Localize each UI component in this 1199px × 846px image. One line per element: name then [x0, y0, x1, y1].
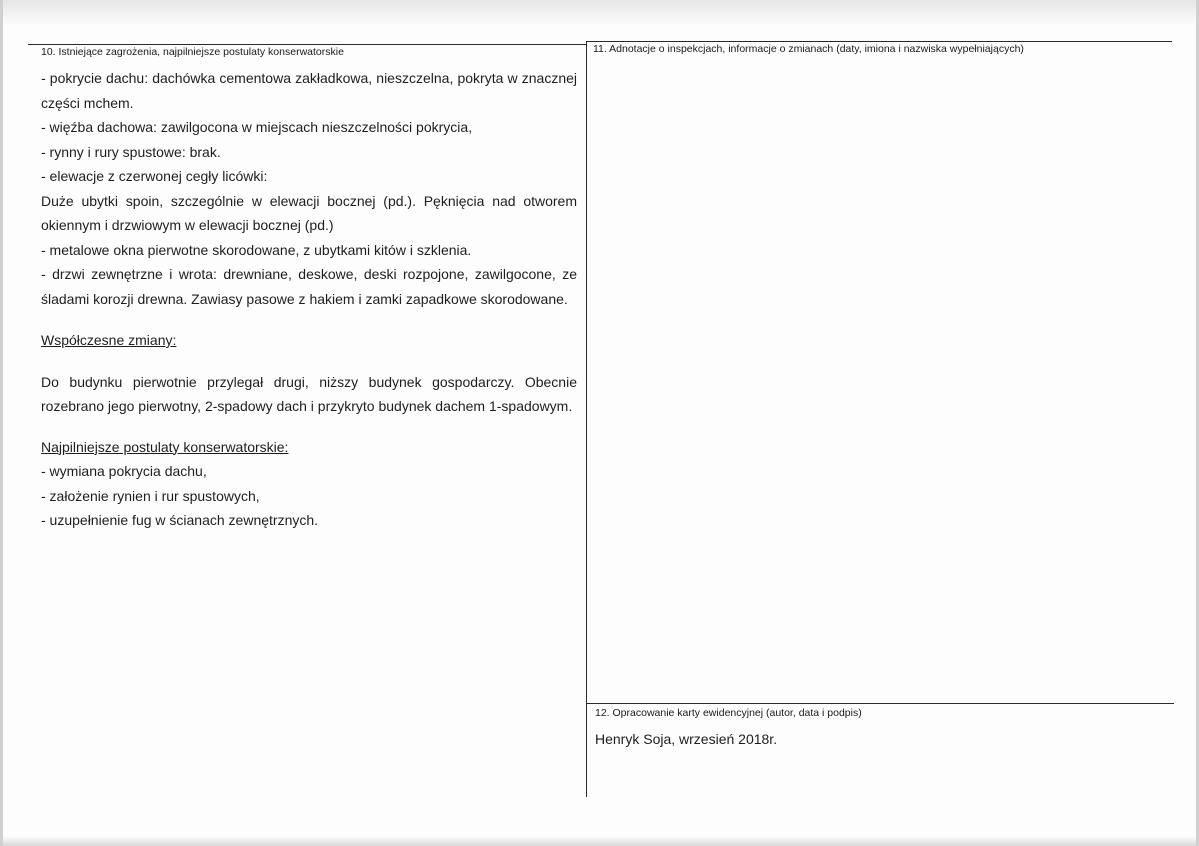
section12-label: 12. Opracowanie karty ewidencyjnej (autor, data i podpis) — [595, 707, 862, 719]
postulate-item: - uzupełnienie fug w ścianach zewnętrznych. — [41, 512, 319, 528]
changes-text: Do budynku pierwotnie przylegał drugi, niższy budynek gospodarczy. Obecnie rozebrano jego pierwotny, 2-spadowy dach i przykryto budynek dachem 1-spadowym. — [41, 373, 577, 414]
threat-metal-windows: - metalowe okna pierwotne skorodowane, z ubytkami kitów i szklenia. — [41, 241, 472, 258]
scan-edge-bottom — [0, 836, 1199, 846]
scan-edge-top — [0, 0, 1199, 26]
author-date-value: Henryk Soja, wrzesień 2018r. — [595, 731, 778, 747]
section12-top-rule — [586, 703, 1174, 704]
threat-doors-gates: - drzwi zewnętrzne i wrota: drewniane, deskowe, deski rozpojone, zawilgocone, ze śladami korozji drewna. Zawiasy pasowe z hakiem i zamki zapadkowe skorodowane. — [41, 266, 577, 307]
threat-joint-losses: Duże ubytki spoin, szczególnie w elewacji bocznej (pd.). Pęknięcia nad otworem okiennym i drzwiowym w elewacji bocznej (pd.) — [41, 192, 577, 233]
scan-edge-left — [0, 0, 3, 846]
changes-heading: Współczesne zmiany: — [41, 332, 177, 348]
threat-roof-truss: - więźba dachowa: zawilgocona w miejscach nieszczelności pokrycia, — [41, 119, 473, 135]
postulate-item: - założenie rynien i rur spustowych, — [41, 487, 260, 504]
section11-label: 11. Adnotacje o inspekcjach, informacje o zmianach (daty, imiona i nazwiska wypełniających) — [593, 43, 1024, 55]
postulates-heading: Najpilniejsze postulaty konserwatorskie: — [41, 438, 289, 455]
postulate-item: - wymiana pokrycia dachu, — [41, 463, 207, 479]
threat-roof-covering: - pokrycie dachu: dachówka cementowa zakładkowa, nieszczelna, pokryta w znacznej części mchem. — [41, 70, 577, 111]
section10-content — [41, 66, 577, 533]
threat-gutters: - rynny i rury spustowe: brak. — [41, 143, 221, 160]
column-divider — [586, 41, 587, 797]
section11-top-rule — [586, 41, 1172, 42]
section10-top-rule — [28, 44, 586, 45]
threat-brick-facades: - elewacje z czerwonej cegły licówki: — [41, 168, 268, 184]
section10-label: 10. Istniejące zagrożenia, najpilniejsze postulaty konserwatorskie — [41, 46, 344, 58]
